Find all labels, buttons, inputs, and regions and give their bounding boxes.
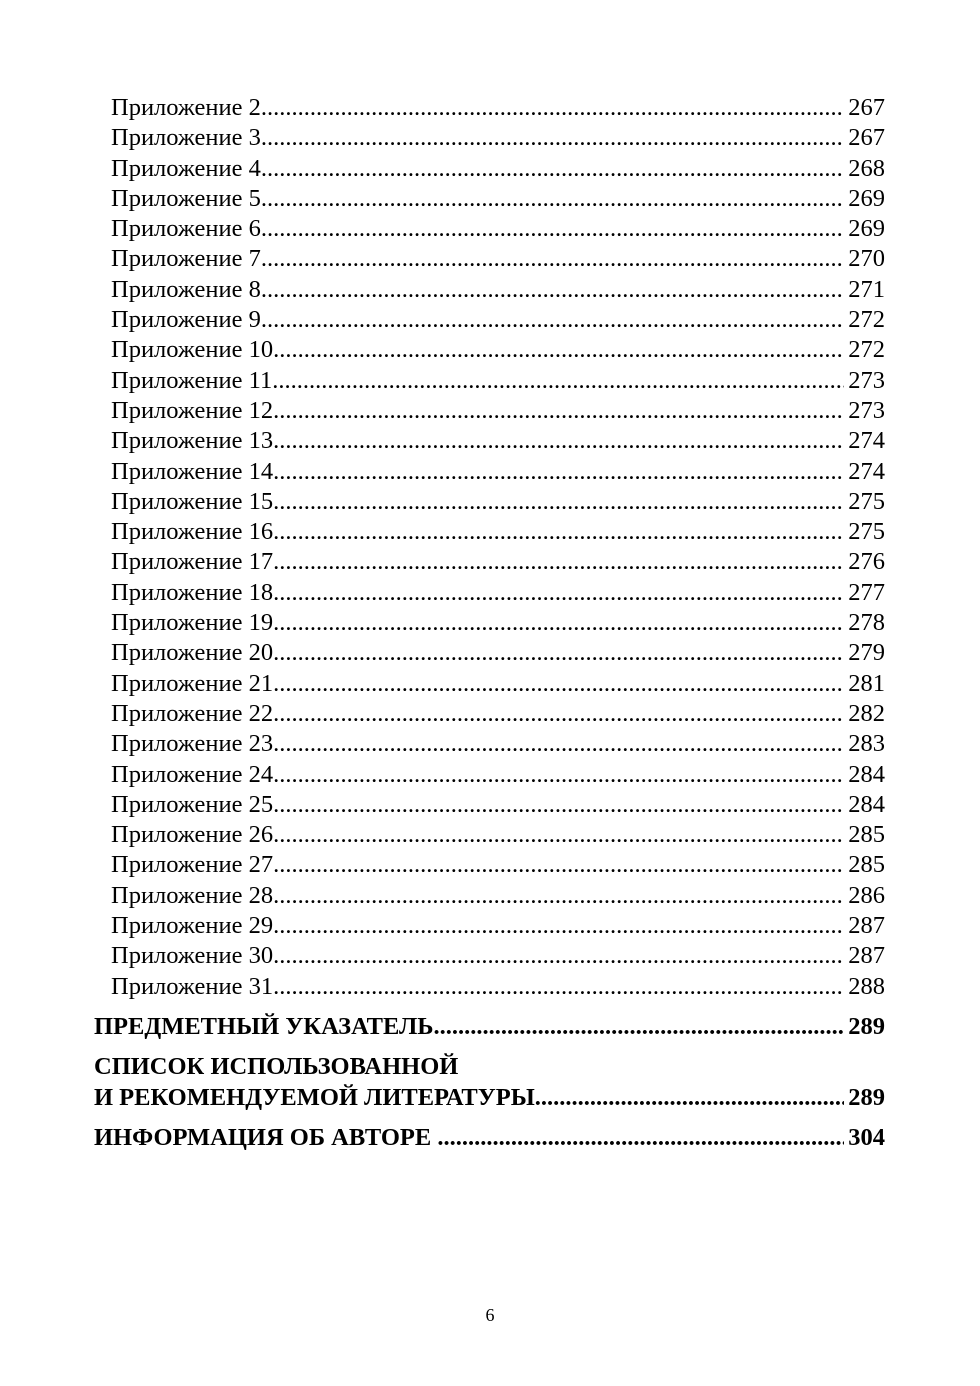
toc-entry-page: 285 <box>848 851 885 879</box>
dot-leader <box>261 184 844 214</box>
toc-entry-page: 286 <box>848 881 885 909</box>
toc-entry-label: Приложение 8 <box>111 275 261 303</box>
dot-leader <box>273 638 844 668</box>
toc-entry-page: 304 <box>848 1123 885 1151</box>
toc-entry-label: Приложение 25 <box>111 790 274 818</box>
toc-entry-page: 287 <box>848 912 885 940</box>
toc-entry-appendix[interactable] <box>0 941 980 971</box>
dot-leader <box>273 911 844 941</box>
toc-entry-appendix[interactable] <box>0 214 980 244</box>
toc-entry-appendix[interactable] <box>0 881 980 911</box>
toc-entry-page: 287 <box>848 942 885 970</box>
toc-entry-label: Приложение 18 <box>111 578 274 606</box>
toc-entry-appendix[interactable] <box>0 487 980 517</box>
dot-leader <box>433 1012 844 1042</box>
dot-leader <box>261 93 844 123</box>
toc-entry-label: Приложение 7 <box>111 245 261 273</box>
toc-entry-appendix[interactable] <box>0 426 980 456</box>
dot-leader <box>273 850 844 880</box>
toc-entry-appendix[interactable] <box>0 305 980 335</box>
toc-entry-appendix[interactable] <box>0 578 980 608</box>
toc-entry-label: Приложение 4 <box>111 154 261 182</box>
toc-entry-label: Приложение 21 <box>111 669 274 697</box>
toc-entry-page: 273 <box>848 366 885 394</box>
dot-leader <box>273 669 844 699</box>
toc-entry-label: Приложение 29 <box>111 912 274 940</box>
toc-entry-appendix[interactable] <box>0 547 980 577</box>
dot-leader <box>273 396 844 426</box>
toc-entry-appendix[interactable] <box>0 911 980 941</box>
toc-entry-appendix[interactable] <box>0 608 980 638</box>
dot-leader <box>273 426 844 456</box>
toc-entry-appendix[interactable] <box>0 93 980 123</box>
toc-entry-label: Приложение 2 <box>111 94 261 121</box>
dot-leader <box>273 335 844 365</box>
toc-entry-page: 277 <box>848 578 885 606</box>
toc-entry-label: Приложение 9 <box>111 306 261 334</box>
toc-entry-label: Приложение 24 <box>111 760 274 788</box>
toc-entry-appendix[interactable] <box>0 123 980 153</box>
toc-entry-page: 269 <box>848 215 885 243</box>
toc-entry-page: 281 <box>848 669 885 697</box>
toc-entry-label: Приложение 16 <box>111 518 274 546</box>
toc-entry-label: Приложение 17 <box>111 548 274 576</box>
dot-leader <box>273 941 844 971</box>
toc-entry-appendix[interactable] <box>0 638 980 668</box>
dot-leader <box>261 244 844 274</box>
dot-leader <box>261 154 844 184</box>
toc-entry-page: 274 <box>848 457 885 485</box>
dot-leader <box>261 214 844 244</box>
toc-entry-page: 289 <box>848 1083 885 1111</box>
toc-entry-appendix[interactable] <box>0 154 980 184</box>
toc-entry-label: ПРЕДМЕТНЫЙ УКАЗАТЕЛЬ <box>94 1012 434 1040</box>
toc-entry-page: 272 <box>848 336 885 364</box>
dot-leader <box>273 820 844 850</box>
toc-entry-page: 267 <box>848 124 885 152</box>
toc-entry-page: 289 <box>848 1012 885 1040</box>
toc-entry-appendix[interactable] <box>0 184 980 214</box>
toc-entry-appendix[interactable] <box>0 729 980 759</box>
dot-leader <box>261 123 844 153</box>
toc-entry-appendix[interactable] <box>0 517 980 547</box>
toc-entry-page: 283 <box>848 730 885 758</box>
toc-entry-page: 279 <box>848 639 885 667</box>
toc-entry-page: 282 <box>848 699 885 727</box>
toc-entry-page: 284 <box>848 790 885 818</box>
toc-entry-page: 267 <box>848 94 885 121</box>
dot-leader <box>273 881 844 911</box>
toc-entry-appendix[interactable] <box>0 699 980 729</box>
dot-leader <box>273 457 844 487</box>
toc-entry-page: 275 <box>848 518 885 546</box>
toc-entry-page: 271 <box>848 275 885 303</box>
dot-leader <box>535 1083 844 1113</box>
toc-entry-subject-index[interactable] <box>0 1012 980 1042</box>
toc-entry-page: 276 <box>848 548 885 576</box>
dot-leader <box>261 275 844 305</box>
toc-entry-label: ИНФОРМАЦИЯ ОБ АВТОРЕ <box>94 1123 438 1151</box>
toc-entry-label-line2: И РЕКОМЕНДУЕМОЙ ЛИТЕРАТУРЫ <box>94 1083 535 1111</box>
toc-entry-label: Приложение 19 <box>111 609 274 637</box>
toc-entry-appendix[interactable] <box>0 790 980 820</box>
toc-entry-label: Приложение 3 <box>111 124 261 152</box>
toc-entry-label: Приложение 13 <box>111 427 274 455</box>
dot-leader <box>273 729 844 759</box>
toc-entry-appendix[interactable] <box>0 335 980 365</box>
toc-entry-author-info[interactable] <box>0 1123 980 1153</box>
toc-entry-appendix[interactable] <box>0 972 980 1002</box>
toc-entry-label: Приложение 6 <box>111 215 261 243</box>
toc-entry-page: 275 <box>848 487 885 515</box>
dot-leader <box>273 760 844 790</box>
toc-entry-label: Приложение 30 <box>111 942 274 970</box>
toc-entry-label: Приложение 26 <box>111 821 274 849</box>
appendix-list <box>0 93 980 1002</box>
dot-leader <box>272 366 844 396</box>
dot-leader <box>273 699 844 729</box>
toc-entry-label: Приложение 27 <box>111 851 274 879</box>
dot-leader <box>273 517 844 547</box>
toc-entry-label: Приложение 15 <box>111 487 274 515</box>
toc-entry-label: Приложение 28 <box>111 881 274 909</box>
toc-entry-appendix[interactable] <box>0 669 980 699</box>
toc-entry-page: 278 <box>848 609 885 637</box>
table-of-contents <box>0 93 980 1153</box>
dot-leader <box>437 1123 844 1153</box>
toc-entry-page: 269 <box>848 184 885 212</box>
toc-entry-label: Приложение 22 <box>111 699 274 727</box>
toc-entry-page: 288 <box>848 972 885 1000</box>
dot-leader <box>273 608 844 638</box>
toc-entry-appendix[interactable] <box>0 760 980 790</box>
dot-leader <box>273 547 844 577</box>
toc-entry-page: 270 <box>848 245 885 273</box>
toc-entry-page: 274 <box>848 427 885 455</box>
toc-entry-appendix[interactable] <box>0 275 980 305</box>
toc-entry-page: 272 <box>848 306 885 334</box>
toc-entry-label: Приложение 5 <box>111 184 261 212</box>
toc-entry-appendix[interactable] <box>0 244 980 274</box>
dot-leader <box>273 487 844 517</box>
toc-entry-appendix[interactable] <box>0 850 980 880</box>
toc-entry-page: 268 <box>848 154 885 182</box>
dot-leader <box>273 790 844 820</box>
toc-entry-literature[interactable] <box>0 1052 980 1113</box>
toc-entry-appendix[interactable] <box>0 366 980 396</box>
toc-entry-appendix[interactable] <box>0 820 980 850</box>
toc-entry-appendix[interactable] <box>0 457 980 487</box>
toc-entry-label: Приложение 23 <box>111 730 274 758</box>
toc-entry-label-line1: СПИСОК ИСПОЛЬЗОВАННОЙ <box>94 1053 459 1081</box>
toc-entry-label: Приложение 20 <box>111 639 274 667</box>
page-number: 6 <box>485 1305 495 1325</box>
toc-entry-label: Приложение 14 <box>111 457 274 485</box>
dot-leader <box>261 305 844 335</box>
dot-leader <box>273 972 844 1002</box>
toc-entry-label: Приложение 31 <box>111 972 274 1000</box>
toc-entry-page: 285 <box>848 821 885 849</box>
toc-entry-label: Приложение 11 <box>111 366 273 394</box>
toc-entry-appendix[interactable] <box>0 396 980 426</box>
toc-entry-page: 284 <box>848 760 885 788</box>
dot-leader <box>273 578 844 608</box>
toc-entry-page: 273 <box>848 396 885 424</box>
toc-entry-label: Приложение 12 <box>111 396 274 424</box>
toc-entry-label: Приложение 10 <box>111 336 274 364</box>
